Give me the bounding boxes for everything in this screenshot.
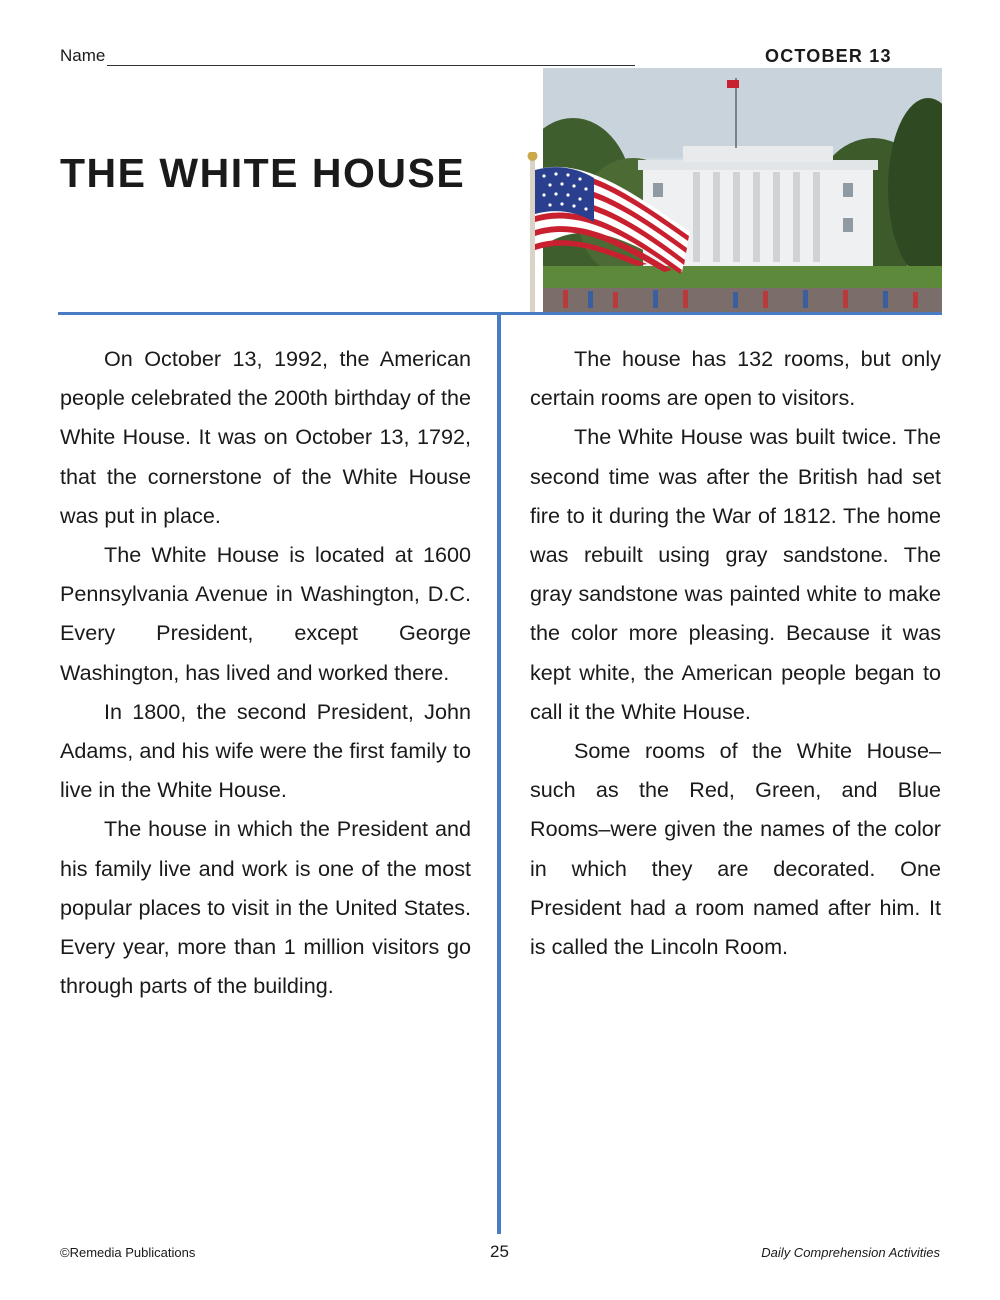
paragraph: Some rooms of the White House–such as the Red, Green, and Blue Rooms–were given the names of the color in which they are decorated. One President had a room named after him. It is called the Lincoln Room. — [530, 738, 941, 960]
name-write-line — [107, 47, 635, 66]
page-date: OCTOBER 13 — [765, 46, 892, 66]
paragraph: The house has 132 rooms, but only certain rooms are open to visitors. — [530, 346, 941, 411]
page-title: THE WHITE HOUSE — [60, 150, 466, 196]
series-title: Daily Comprehension Activities — [761, 1245, 940, 1260]
paragraph: On October 13, 1992, the American people celebrated the 200th birthday of the White House. It was on October 13, 1792, that the cornerstone of the White House was put in place. — [60, 346, 471, 528]
page-number: 25 — [490, 1242, 509, 1261]
paragraph: In 1800, the second President, John Adams, and his wife were the first family to live in the White House. — [60, 698, 471, 803]
name-field — [60, 46, 635, 66]
paragraph: The house in which the President and his family live and work is one of the most popular places to visit in the United States. Every year, more than 1 million visitors go through parts of the building. — [60, 816, 471, 999]
paragraph: The White House is located at 1600 Pennsylvania Avenue in Washington, D.C. Every President, except George Washington, has lived and worked there. — [60, 542, 471, 685]
right-column — [530, 339, 941, 966]
paragraph: The White House was built twice. The second time was after the British had set fire to it during the War of 1812. The home was rebuilt using gray sandstone. The gray sandstone was painted white to make the color more pleasing. Because it was kept white, the American people began to call it the White House. — [530, 424, 941, 724]
left-column — [60, 339, 471, 1005]
publisher-credit: ©Remedia Publications — [60, 1245, 196, 1260]
column-divider — [497, 312, 501, 1234]
american-flag-icon — [522, 152, 697, 315]
name-label: Name — [60, 46, 106, 65]
